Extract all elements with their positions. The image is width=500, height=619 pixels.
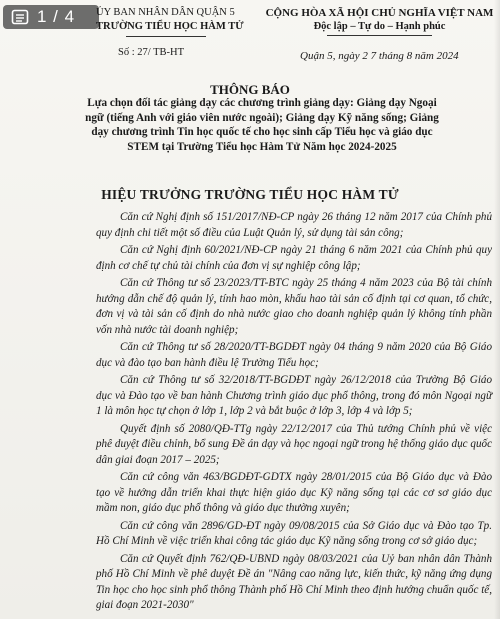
paragraph: Quyết định số 2080/QĐ-TTg ngày 22/12/2017 của Thủ tướng Chính phủ về việc phê duyệt điều chỉnh, bổ sung Đề án dạy và học ngoại ngữ trong hệ thống giáo dục quốc dân giai đoạn 2017 – 2025; — [96, 422, 492, 466]
national-header — [262, 6, 497, 36]
org-line-2: TRƯỜNG TIỂU HỌC HÀM TỬ — [96, 21, 244, 32]
paragraph: Căn cứ Quyết định 762/QĐ-UBND ngày 08/03/2021 của Uỷ ban nhân dân Thành phố Hồ Chí Minh về phê duyệt Đề án "Nâng cao năng lực, kiến thức, kỹ năng ứng dụng Tin học cho học sinh phổ thông Thành phố Hồ Chí Minh theo định hướng chuẩn quốc tế, giai đoạn 2021-2030" — [96, 552, 492, 611]
org-line-1: ỦY BAN NHÂN DÂN QUẬN 5 — [96, 7, 235, 18]
motto-underline — [327, 35, 432, 36]
page-counter: 1 / 4 — [37, 7, 76, 26]
org-underline — [126, 36, 206, 37]
document-pages-icon — [11, 8, 29, 26]
document-date: Quận 5, ngày 2 7 tháng 8 năm 2024 — [300, 50, 459, 62]
principal-heading: HIỆU TRƯỞNG TRƯỜNG TIỂU HỌC HÀM TỬ — [101, 187, 399, 202]
notice-title: THÔNG BÁO — [210, 82, 290, 97]
nation-line-1: CỘNG HÒA XÃ HỘI CHỦ NGHĨA VIỆT NAM — [265, 7, 494, 19]
page-edge-shadow — [494, 0, 500, 619]
paragraph: Căn cứ Thông tư số 32/2018/TT-BGDĐT ngày 26/12/2018 của Trường Bộ Giáo dục và Đào tạo về ban hành Chương trình giáo dục phổ thông, trong đó môn Ngoại ngữ 1 là môn học tự chọn ở lớp 1, lớp 2 và bắt buộc ở lớp 3, lớp 4 và lớp 5; — [96, 374, 492, 417]
issuing-organization — [96, 6, 266, 37]
paragraph: Căn cứ Thông tư số 28/2020/TT-BGDĐT ngày 04 tháng 9 năm 2020 của Bộ Giáo dục và đào tạo ban hành điều lệ Trường Tiểu học; — [96, 341, 492, 369]
paragraph: Căn cứ công văn 463/BGDĐT-GDTX ngày 28/01/2015 của Bộ Giáo dục và Đào tạo về hướng dẫn triển khai thực hiện giáo dục Kỹ năng sống tại các cơ sơ giáo dục mầm non, giáo dục phổ thông và giáo dục thường xuyên; — [96, 471, 492, 514]
document-body — [96, 210, 492, 616]
nation-line-2: Độc lập – Tự do – Hạnh phúc — [313, 21, 446, 32]
paragraph: Căn cứ công văn 2896/GD-ĐT ngày 09/08/2015 của Sở Giáo dục và Đào tạo Tp. Hồ Chí Minh về việc triển khai công tác giáo dục Kỹ năng sống trong cơ sở giáo dục; — [96, 519, 492, 547]
paragraph: Căn cứ Nghị định số 151/2017/NĐ-CP ngày 26 tháng 12 năm 2017 của Chính phủ quy định chi tiết một số điều của Luật Quản lý, sử dụng tài sản công; — [96, 211, 492, 239]
paragraph: Căn cứ Nghị định 60/2021/NĐ-CP ngày 21 tháng 6 năm 2021 của Chính phủ quy định cơ chế tự chủ tài chính của đơn vị sự nghiệp công lập; — [96, 244, 492, 272]
document-number: Số : 27/ TB-HT — [118, 47, 185, 58]
paragraph: Căn cứ Thông tư số 23/2023/TT-BTC ngày 25 tháng 4 năm 2023 của Bộ tài chính hướng dẫn chế độ quản lý, tính hao mòn, khấu hao tài sản cố định tại cơ quan, tổ chức, đơn vị và tài sản cố định do nhà nước giao cho doanh nghiệp quản lý không tính phần vốn nhà nước tài doanh nghiệp; — [96, 277, 492, 336]
page-indicator[interactable] — [3, 5, 99, 29]
notice-subtitle: Lựa chọn đối tác giảng dạy các chương trình giảng dạy: Giảng dạy Ngoại ngữ (tiếng Anh với giáo viên nước ngoài); Giảng dạy Kỹ năng sống; Giảng dạy chương trình Tin học quốc tế cho học sinh cấp Tiểu học và giáo dục STEM tại Trường Tiểu học Hàm Tử Năm học 2024-2025 — [85, 97, 439, 153]
